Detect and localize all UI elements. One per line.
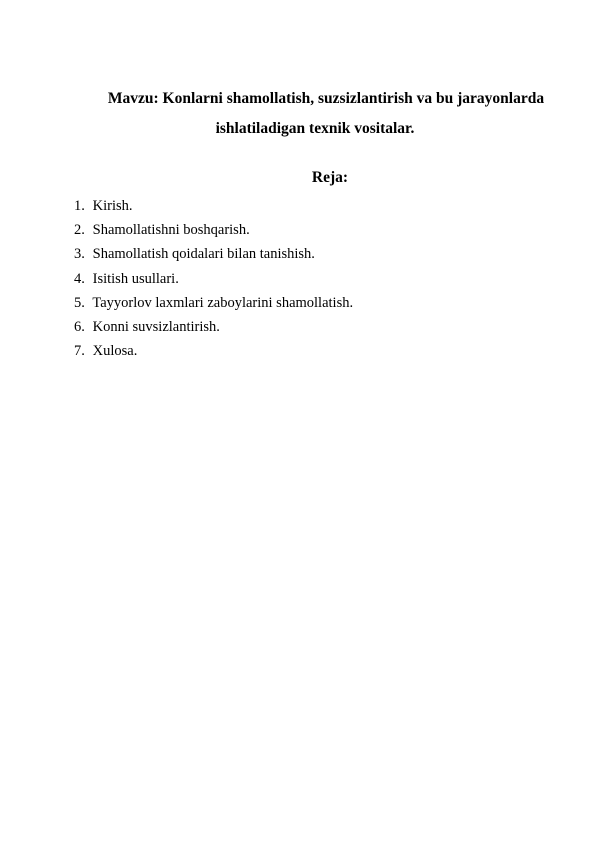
plan-item-text: Tayyorlov laxmlari zaboylarini shamollatish. xyxy=(92,294,354,311)
plan-item-text: Xulosa. xyxy=(92,343,138,360)
plan-item-text: Shamollatishni boshqarish. xyxy=(92,222,250,239)
plan-item xyxy=(74,194,353,218)
title-line-1: Mavzu: Konlarni shamollatish, suzsizlantirish va bu jarayonlarda xyxy=(107,90,545,107)
plan-item xyxy=(74,267,353,291)
plan-item-text: Kirish. xyxy=(92,198,133,214)
title-line-2: ishlatiladigan texnik vositalar. xyxy=(215,120,415,137)
plan-list xyxy=(74,194,353,363)
plan-item xyxy=(74,218,353,242)
plan-item-number: 2. xyxy=(74,222,85,239)
plan-item-number: 3. xyxy=(74,246,85,263)
plan-item-text: Isitish usullari. xyxy=(92,270,179,287)
plan-heading: Reja: xyxy=(311,169,349,186)
plan-item-number: 7. xyxy=(74,343,85,360)
plan-item xyxy=(74,315,353,339)
plan-item-number: 1. xyxy=(74,198,85,214)
plan-item-text: Shamollatish qoidalari bilan tanishish. xyxy=(92,246,315,263)
plan-item-number: 6. xyxy=(74,318,85,335)
document-title xyxy=(70,84,560,144)
plan-item-number: 4. xyxy=(74,270,85,287)
plan-item-text: Konni suvsizlantirish. xyxy=(92,318,220,335)
plan-item xyxy=(74,291,353,315)
plan-item xyxy=(74,339,353,363)
plan-item xyxy=(74,242,353,266)
plan-item-number: 5. xyxy=(74,294,85,311)
